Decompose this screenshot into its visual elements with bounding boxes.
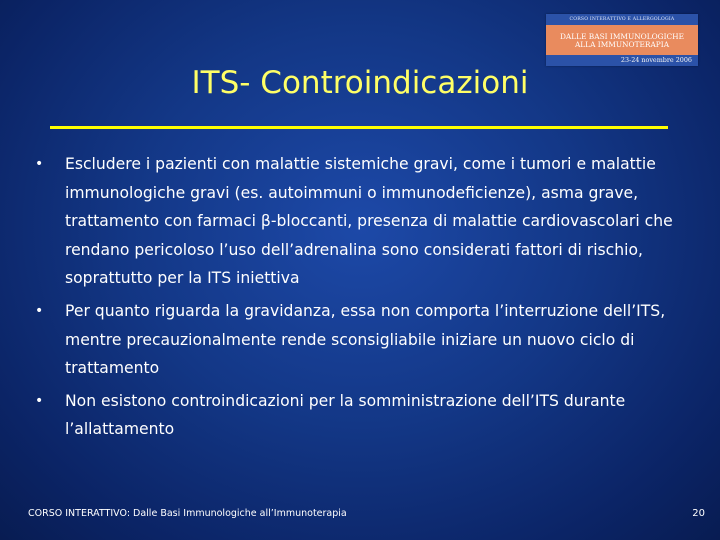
bullet-icon: • bbox=[35, 156, 44, 172]
bullet-icon: • bbox=[35, 392, 44, 409]
bullet-list bbox=[34, 150, 694, 448]
bullet-text: Non esistono controindicazioni per la somministrazione dell’ITS durante l’allattamento bbox=[65, 391, 626, 439]
logo-top-text: CORSO INTERATTIVO E ALLERGOLOGIA bbox=[546, 14, 698, 25]
bullet-text: Escludere i pazienti con malattie sistemiche gravi, come i tumori e malattie immunologiche gravi (es. autoimmuni o immunodeficienze), asma grave, trattamento con farmaci β-bloccanti, presenza di malattie cardiovascolari che rendano pericoloso l’uso dell’adrenalina sono considerati fattori di rischio, soprattutto per la ITS iniettiva bbox=[65, 155, 673, 288]
title-underline bbox=[50, 126, 668, 129]
footer-course-title: CORSO INTERATTIVO: Dalle Basi Immunologiche all’Immunoterapia bbox=[28, 508, 347, 519]
bullet-item bbox=[34, 387, 694, 444]
conference-logo bbox=[546, 14, 698, 66]
logo-title-line-1: DALLE BASI IMMUNOLOGICHE bbox=[559, 32, 685, 41]
logo-title-line-2: ALLA IMMUNOTERAPIA bbox=[574, 40, 670, 50]
bullet-item bbox=[34, 297, 694, 383]
logo-title-band bbox=[546, 25, 698, 55]
bullet-icon: • bbox=[35, 302, 44, 319]
page-number: 20 bbox=[692, 508, 705, 519]
slide-title: ITS- Controindicazioni bbox=[191, 65, 529, 101]
bullet-item bbox=[34, 150, 694, 293]
bullet-text: Per quanto riguarda la gravidanza, essa non comporta l’interruzione dell’ITS, mentre precauzionalmente rende sconsigliabile iniziare un nuovo ciclo di trattamento bbox=[65, 301, 666, 378]
logo-date: 23-24 novembre 2006 bbox=[546, 55, 698, 66]
